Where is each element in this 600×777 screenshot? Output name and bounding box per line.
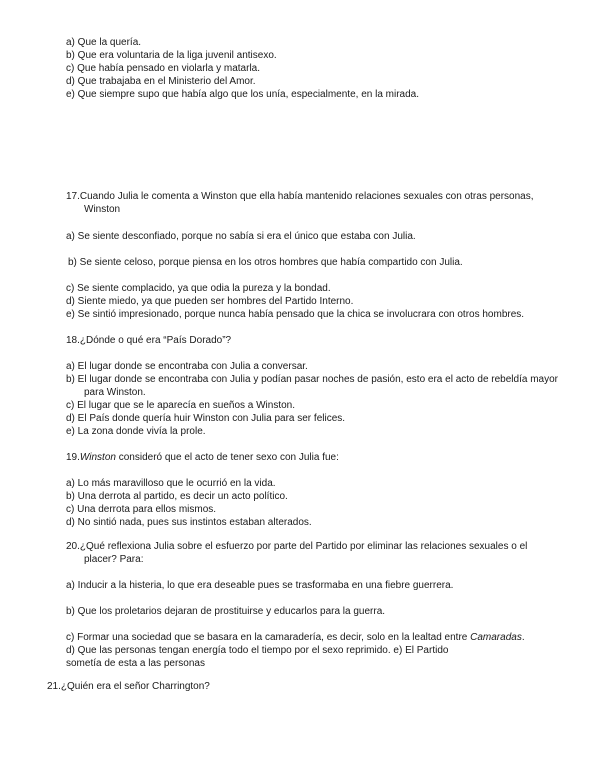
q20-option-d: d) Que las personas tengan energía todo el tiempo por el sexo reprimido. e) El Partido [66,645,449,656]
q20-option-a: a) Inducir a la histeria, lo que era deseable pues se trasformaba en una fiebre guerrera. [66,580,454,591]
q16-option-a: a) Que la quería. [66,37,142,48]
q18-option-d: d) El País donde quería huir Winston con Julia para ser felices. [66,413,346,424]
q18-option-e: e) La zona donde vivía la prole. [66,426,206,437]
q18-option-c: c) El lugar que se le aparecía en sueños a Winston. [66,400,296,411]
q18-option-a: a) El lugar donde se encontraba con Julia a conversar. [66,361,308,372]
q18-option-b-cont: para Winston. [84,387,146,398]
q19-name-italic: Winston [79,452,116,463]
q19-question-rest: consideró que el acto de tener sexo con Julia fue: [115,452,339,463]
q19-number: 19. [66,452,80,463]
q17-option-c: c) Se siente complacido, ya que odia la pureza y la bondad. [66,283,331,294]
q17-question: 17.Cuando Julia le comenta a Winston que ella había mantenido relaciones sexuales con otras personas, [66,191,534,202]
q19-option-c: c) Una derrota para ellos mismos. [66,504,217,515]
q20-option-b: b) Que los proletarios dejaran de prostituirse y educarlos para la guerra. [66,606,386,617]
q17-option-d: d) Siente miedo, ya que pueden ser hombres del Partido Interno. [66,296,354,307]
q17-option-e: e) Se sintió impresionado, porque nunca había pensado que la chica se involucrara con otros hombres. [66,309,525,320]
q16-option-c: c) Que había pensado en violarla y matarla. [66,63,260,74]
q16-option-d: d) Que trabajaba en el Ministerio del Amor. [66,76,256,87]
q19-question [66,451,339,464]
q17-option-a: a) Se siente desconfiado, porque no sabía si era el único que estaba con Julia. [66,231,416,242]
q21-question: 21.¿Quién era el señor Charrington? [47,681,210,692]
q19-option-d: d) No sintió nada, pues sus instintos estaban alterados. [66,517,312,528]
q19-option-b: b) Una derrota al partido, es decir un acto político. [66,491,288,502]
q16-option-e: e) Que siempre supo que había algo que los unía, especialmente, en la mirada. [66,89,419,100]
q20-option-c-italic: Camaradas [470,632,522,643]
q20-option-c-text: c) Formar una sociedad que se basara en la camaradería, es decir, solo en la lealtad entre [66,632,471,643]
q17-question-cont: Winston [84,204,121,215]
q17-option-b: b) Se siente celoso, porque piensa en los otros hombres que había compartido con Julia. [68,257,463,268]
q20-question-cont: placer? Para: [84,554,144,565]
q20-option-d-cont: sometía de esta a las personas [66,658,205,669]
q18-option-b: b) El lugar donde se encontraba con Julia y podían pasar noches de pasión, esto era el acto de rebeldía mayor [66,374,558,385]
q20-option-c [66,631,525,644]
q20-question: 20.¿Qué reflexiona Julia sobre el esfuerzo por parte del Partido por eliminar las relaciones sexuales o el [66,541,528,552]
q19-option-a: a) Lo más maravilloso que le ocurrió en la vida. [66,478,276,489]
q20-option-c-suffix: . [521,632,525,643]
q18-question: 18.¿Dónde o qué era “País Dorado”? [66,335,232,346]
q16-option-b: b) Que era voluntaria de la liga juvenil antisexo. [66,50,277,61]
